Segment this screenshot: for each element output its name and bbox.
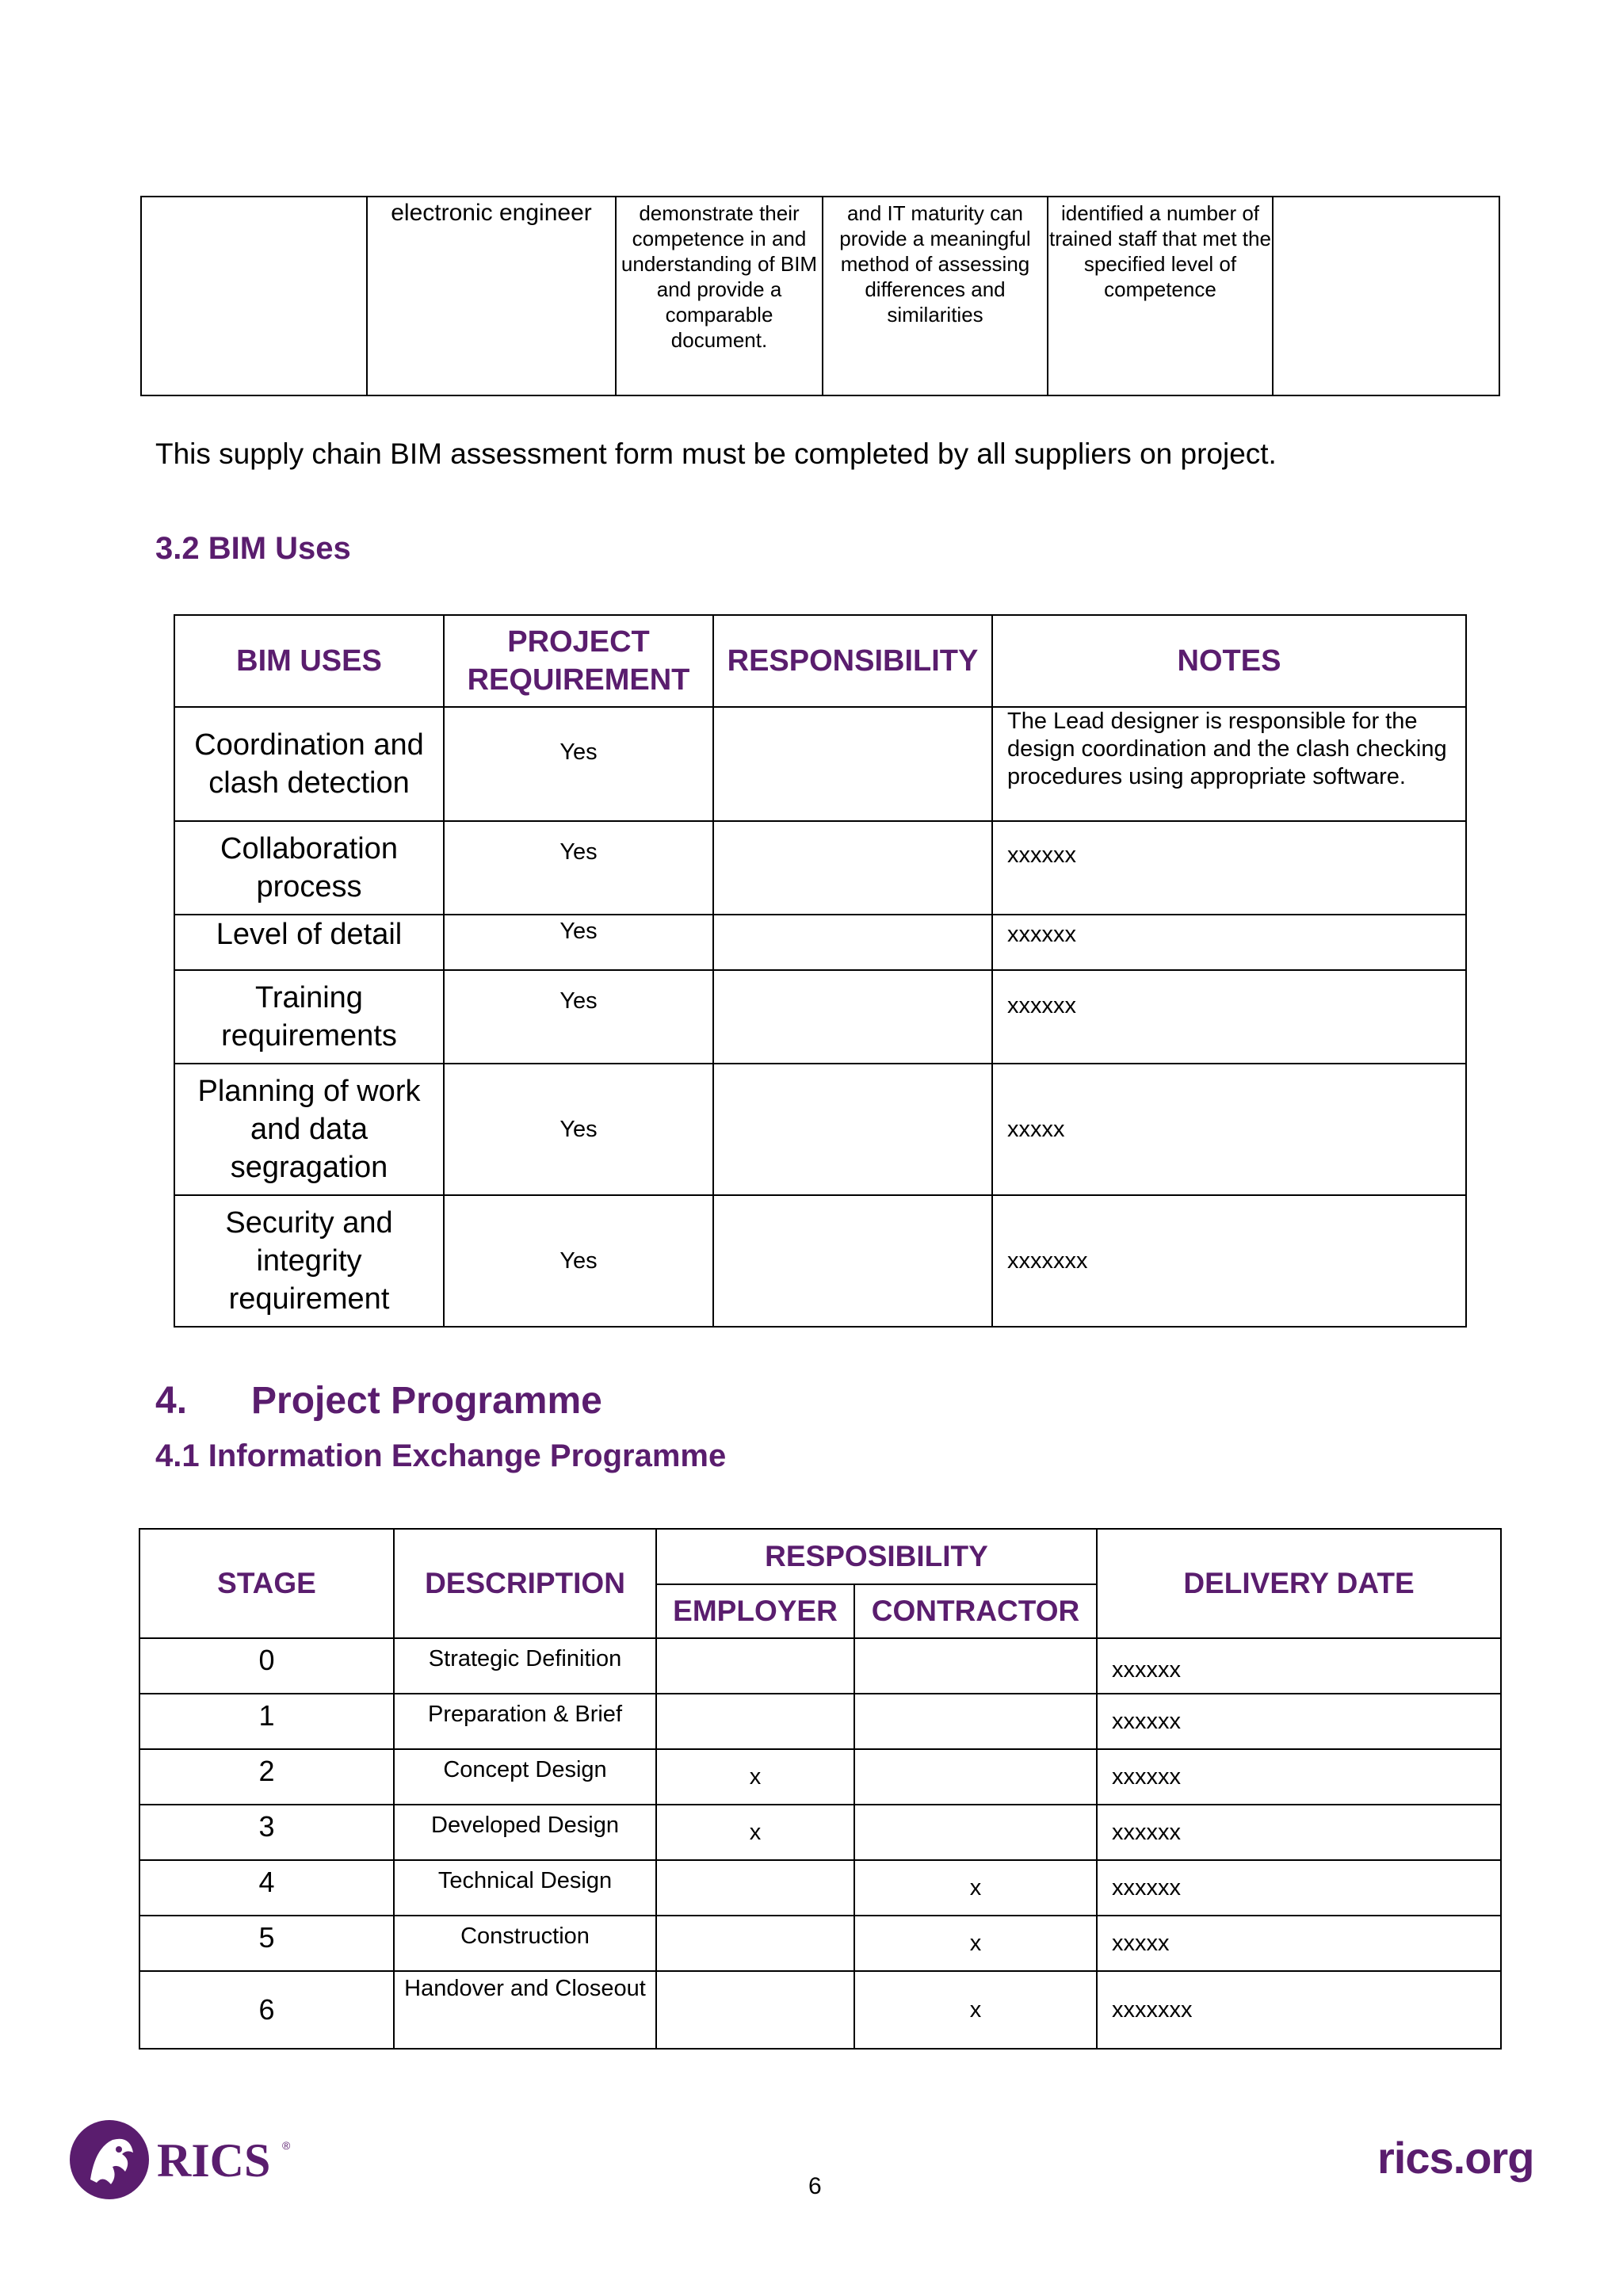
- empty-cell: [141, 197, 367, 395]
- delivery-date: xxxxxx: [1097, 1638, 1501, 1694]
- table-row: [139, 1971, 1501, 2049]
- stage-number: 1: [139, 1694, 394, 1749]
- table-header-row: [139, 1529, 1501, 1584]
- bim-uses-table: [174, 614, 1467, 1328]
- role-cell: electronic engineer: [367, 197, 616, 395]
- bim-use: Level of detail: [174, 915, 444, 970]
- delivery-date: xxxxx: [1097, 1916, 1501, 1971]
- delivery-date: xxxxxx: [1097, 1749, 1501, 1805]
- employer-mark: [656, 1916, 854, 1971]
- table-row: [139, 1860, 1501, 1916]
- empty-cell: [1273, 197, 1499, 395]
- responsibility: [713, 821, 992, 915]
- section-4-title: Project Programme: [251, 1380, 602, 1422]
- contractor-mark: [854, 1638, 1097, 1694]
- stage-description: Construction: [394, 1916, 656, 1971]
- responsibility: [713, 707, 992, 821]
- competence-cell: demonstrate their competence in and understanding of BIM and provide a comparable document.: [616, 197, 823, 395]
- contractor-mark: [854, 1694, 1097, 1749]
- stage-number: 5: [139, 1916, 394, 1971]
- stage-number: 3: [139, 1805, 394, 1860]
- rics-logo: [67, 2116, 320, 2203]
- stage-description: Concept Design: [394, 1749, 656, 1805]
- delivery-date: xxxxxx: [1097, 1694, 1501, 1749]
- requirement: Yes: [444, 821, 713, 915]
- table-row: [139, 1694, 1501, 1749]
- employer-mark: x: [656, 1805, 854, 1860]
- stage-number: 4: [139, 1860, 394, 1916]
- table-row: [174, 1064, 1466, 1195]
- notes: xxxxxx: [992, 821, 1466, 915]
- contractor-mark: x: [854, 1860, 1097, 1916]
- notes: xxxxxx: [992, 970, 1466, 1064]
- employer-mark: [656, 1694, 854, 1749]
- table-row: [139, 1916, 1501, 1971]
- competence-table-continuation: [140, 196, 1500, 396]
- svg-text:®: ®: [282, 2139, 291, 2152]
- employer-mark: [656, 1638, 854, 1694]
- lion-emblem-icon: [67, 2116, 320, 2203]
- stage-description: Preparation & Brief: [394, 1694, 656, 1749]
- stage-number: 6: [139, 1971, 394, 2049]
- responsibility: [713, 1195, 992, 1327]
- col-header-delivery-date: DELIVERY DATE: [1097, 1529, 1501, 1638]
- stage-description: Technical Design: [394, 1860, 656, 1916]
- requirement: Yes: [444, 1064, 713, 1195]
- bim-use: Collaboration process: [174, 821, 444, 915]
- stage-number: 0: [139, 1638, 394, 1694]
- bim-use: Planning of work and data segragation: [174, 1064, 444, 1195]
- bim-use: Training requirements: [174, 970, 444, 1064]
- stage-description: Handover and Closeout: [394, 1971, 656, 2049]
- notes: xxxxxxx: [992, 1195, 1466, 1327]
- notes: The Lead designer is responsible for the design coordination and the clash checking procedures using appropriate software.: [992, 707, 1466, 821]
- col-header-stage: STAGE: [139, 1529, 394, 1638]
- responsibility: [713, 915, 992, 970]
- stage-number: 2: [139, 1749, 394, 1805]
- notes: xxxxx: [992, 1064, 1466, 1195]
- section-3-2-heading: 3.2 BIM Uses: [155, 531, 351, 566]
- col-header-employer: EMPLOYER: [656, 1584, 854, 1638]
- requirement: Yes: [444, 915, 713, 970]
- table-row: [141, 197, 1499, 395]
- requirement: Yes: [444, 1195, 713, 1327]
- col-header-bim-uses: BIM USES: [174, 615, 444, 707]
- contractor-mark: [854, 1749, 1097, 1805]
- requirement: Yes: [444, 970, 713, 1064]
- delivery-date: xxxxxx: [1097, 1805, 1501, 1860]
- table-row: [174, 707, 1466, 821]
- information-exchange-table: [139, 1528, 1502, 2050]
- table-header-row: [174, 615, 1466, 707]
- section-4-1-heading: 4.1 Information Exchange Programme: [155, 1438, 727, 1473]
- bim-use: Coordination and clash detection: [174, 707, 444, 821]
- page-number: 6: [808, 2173, 822, 2199]
- contractor-mark: [854, 1805, 1097, 1860]
- col-header-responsibility: RESPOSIBILITY: [656, 1529, 1097, 1584]
- bim-use: Security and integrity requirement: [174, 1195, 444, 1327]
- table-row: [174, 1195, 1466, 1327]
- col-header-notes: NOTES: [992, 615, 1466, 707]
- stage-description: Strategic Definition: [394, 1638, 656, 1694]
- notes: xxxxxx: [992, 915, 1466, 970]
- table-row: [174, 970, 1466, 1064]
- delivery-date: xxxxxxx: [1097, 1971, 1501, 2049]
- table-row: [139, 1805, 1501, 1860]
- responsibility: [713, 1064, 992, 1195]
- maturity-cell: and IT maturity can provide a meaningful method of assessing differences and similarities: [823, 197, 1048, 395]
- contractor-mark: x: [854, 1916, 1097, 1971]
- table-row: [174, 821, 1466, 915]
- contractor-mark: x: [854, 1971, 1097, 2049]
- intro-paragraph: This supply chain BIM assessment form must be completed by all suppliers on project.: [155, 437, 1277, 470]
- responsibility: [713, 970, 992, 1064]
- employer-mark: [656, 1860, 854, 1916]
- section-4-number: 4.: [155, 1380, 188, 1422]
- employer-mark: [656, 1971, 854, 2049]
- col-header-description: DESCRIPTION: [394, 1529, 656, 1638]
- stage-description: Developed Design: [394, 1805, 656, 1860]
- col-header-responsibility: RESPONSIBILITY: [713, 615, 992, 707]
- rics-website-link[interactable]: rics.org: [1377, 2133, 1534, 2183]
- logo-wordmark: RICS: [157, 2134, 271, 2187]
- table-row: [139, 1638, 1501, 1694]
- employer-mark: x: [656, 1749, 854, 1805]
- col-header-contractor: CONTRACTOR: [854, 1584, 1097, 1638]
- table-row: [139, 1749, 1501, 1805]
- col-header-project-requirement: PROJECT REQUIREMENT: [444, 615, 713, 707]
- table-row: [174, 915, 1466, 970]
- delivery-date: xxxxxx: [1097, 1860, 1501, 1916]
- staff-cell: identified a number of trained staff that met the specified level of competence: [1048, 197, 1273, 395]
- requirement: Yes: [444, 707, 713, 821]
